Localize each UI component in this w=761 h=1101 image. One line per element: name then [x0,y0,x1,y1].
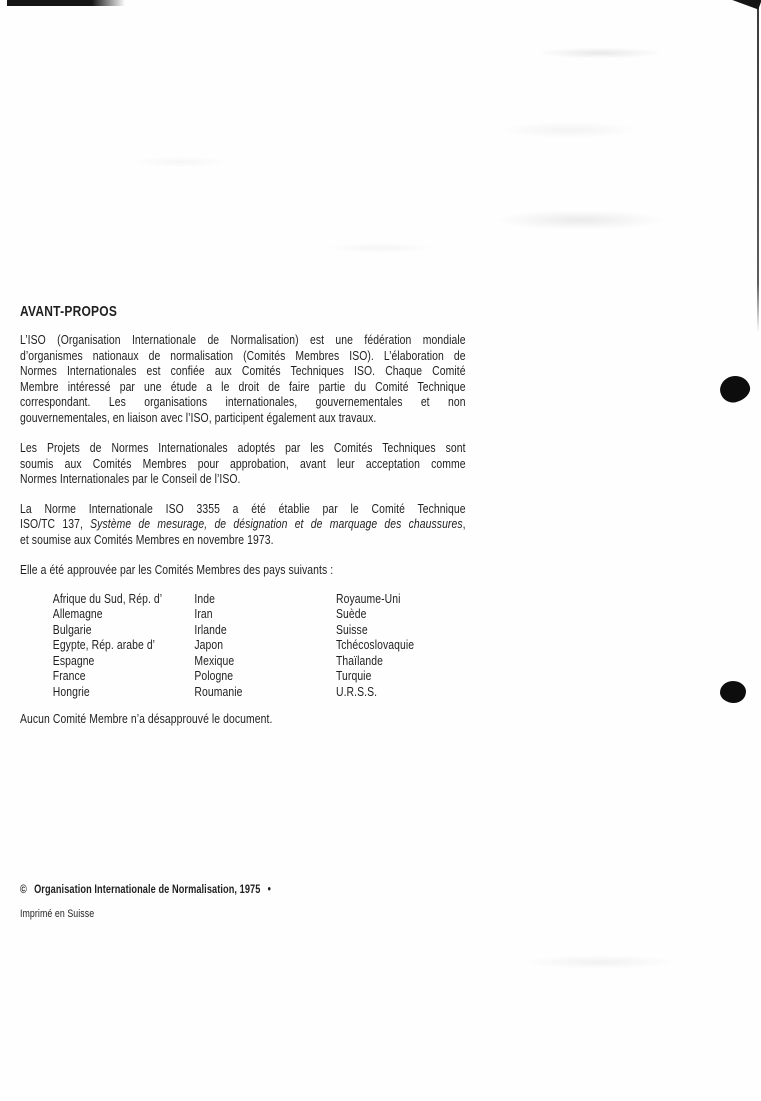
scan-artifact-ink-blob-2 [720,681,746,703]
scan-artifact-edge-line [757,6,759,332]
countries-column-2 [194,591,242,700]
paragraph-line: Normes Internationales est confiée aux Comités Techniques ISO. Chaque Comité [20,363,466,378]
standard-title-italic: Système de mesurage, de désignation et de marquage des chaussures [90,516,463,531]
country-item: Espagne [52,652,95,668]
country-item: Irlande [194,621,227,637]
disapproval-note: Aucun Comité Membre n’a désapprouvé le document. [20,710,273,726]
copyright-bullet: • [267,884,271,896]
country-item: Mexique [194,652,235,668]
paragraph-line: La Norme Internationale ISO 3355 a été établie par le Comité Technique [20,500,466,516]
paragraph-line [20,516,466,532]
paragraph-line: soumis aux Comités Membres pour approbation, avant leur acceptation comme [20,455,466,471]
foreword-text-block [20,304,466,921]
country-item: Hongrie [52,683,90,699]
paragraph-line: et soumise aux Comités Membres en novembre 1973. [20,531,274,547]
country-item: Suède [336,606,367,621]
paragraph-line: L’ISO (Organisation Internationale de Normalisation) est une fédération mondiale [20,332,466,347]
paragraph-line: correspondant. Les organisations internationales, gouvernementales et non [20,394,466,409]
foreword-paragraph-1 [20,332,466,425]
member-countries-list [20,591,466,700]
country-item: Inde [194,590,215,606]
country-item: Afrique du Sud, Rép. d’ [52,590,163,606]
iso-tc-reference: ISO/TC 137, [20,516,91,531]
country-item: Allemagne [52,606,103,621]
paragraph-line: d’organismes nationaux de normalisation (Comités Membres ISO). L’élaboration de [20,347,466,363]
foreword-heading: AVANT-PROPOS [20,303,118,320]
approval-intro-line: Elle a été approuvée par les Comités Membres des pays suivants : [20,562,334,577]
country-item: France [52,668,86,683]
countries-column-3 [336,591,414,700]
country-item: Pologne [194,668,234,683]
copyright-symbol: © [20,884,27,896]
country-item: Japon [194,637,224,652]
countries-column-1 [53,591,162,700]
country-item: Egypte, Rép. arabe d’ [52,637,156,652]
paragraph-line: Les Projets de Normes Internationales adoptés par les Comités Techniques sont [20,440,466,455]
country-item: Turquie [336,668,372,683]
line-trailing-comma: , [462,516,466,531]
copyright-text: Organisation Internationale de Normalisation, 1975 [34,884,261,896]
country-item: Suisse [336,621,368,637]
country-item: Bulgarie [52,621,92,637]
country-item: Roumanie [194,683,243,699]
paragraph-line: Normes Internationales par le Conseil de l’ISO. [20,471,241,486]
country-item: U.R.S.S. [336,683,378,699]
scan-artifact-top-bar [7,0,125,6]
paragraph-line: Membre intéressé par une étude a le droit de faire partie du Comité Technique [20,378,466,394]
country-item: Iran [194,606,213,621]
paragraph-line: gouvernementales, en liaison avec l’ISO, participent également aux travaux. [20,409,377,425]
copyright-line [20,883,466,897]
country-item: Royaume-Uni [336,590,401,606]
scan-artifact-ink-blob-1 [717,373,752,405]
country-item: Tchécoslovaquie [336,637,415,652]
printed-in-note: Imprimé en Suisse [20,908,95,920]
foreword-paragraph-3 [20,501,466,548]
foreword-paragraph-2 [20,440,466,487]
country-item: Thaïlande [336,652,383,668]
